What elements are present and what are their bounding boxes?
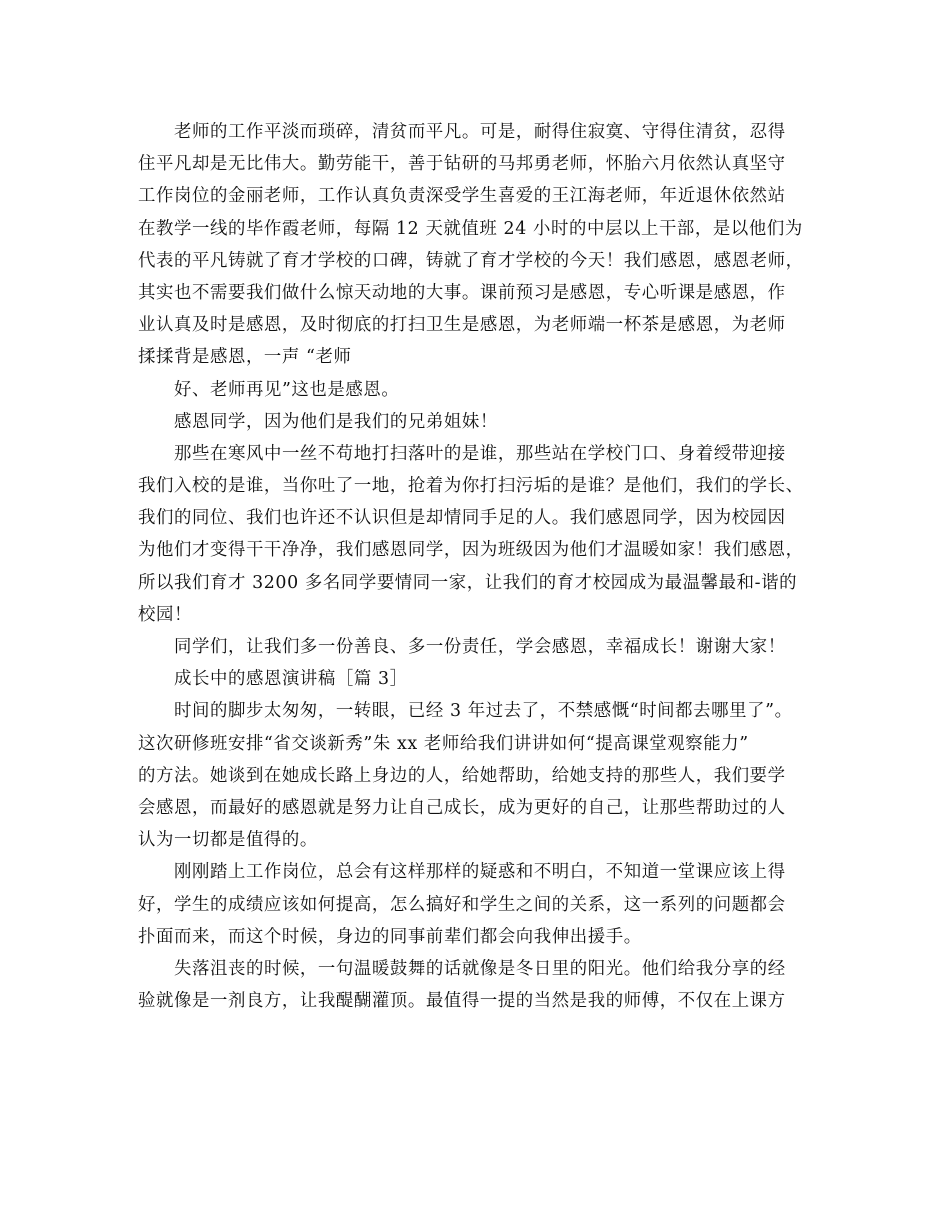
text-line: 成长中的感恩演讲稿［篇 3］ — [174, 669, 408, 690]
text-line: 这次研修班安排“省交谈新秀”朱 xx 老师给我们讲讲如何“提高课堂观察能力” — [138, 733, 749, 754]
text-line: 代表的平凡铸就了育才学校的口碑，铸就了育才学校的今天！我们感恩，感恩老师， — [138, 250, 804, 271]
text-line: 时间的脚步太匆匆，一转眼，已经 3 年过去了，不禁感慨“时间都去哪里了”。 — [174, 701, 793, 722]
text-line: 我们入校的是谁，当你吐了一地，抢着为你打扫污垢的是谁？是他们，我们的学长、 — [138, 476, 804, 497]
text-line: 那些在寒风中一丝不苟地打扫落叶的是谁，那些站在学校门口、身着绶带迎接 — [174, 443, 786, 464]
text-line: 好，学生的成绩应该如何提高，怎么搞好和学生之间的关系，这一系列的问题都会 — [138, 894, 786, 915]
text-line: 验就像是一剂良方，让我醍醐灌顶。最值得一提的当然是我的师傅，不仅在上课方 — [138, 991, 786, 1012]
text-line: 认为一切都是值得的。 — [138, 830, 318, 851]
text-line: 失落沮丧的时候，一句温暖鼓舞的话就像是冬日里的阳光。他们给我分享的经 — [174, 958, 786, 979]
text-line: 所以我们育才 3200 多名同学要情同一家，让我们的育才校园成为最温馨最和-谐的 — [138, 572, 798, 593]
text-line: 的方法。她谈到在她成长路上身边的人，给她帮助，给她支持的那些人，我们要学 — [138, 765, 786, 786]
text-line: 工作岗位的金丽老师，工作认真负责深受学生喜爱的王江海老师，年近退休依然站 — [138, 186, 786, 207]
text-line: 同学们，让我们多一份善良、多一份责任，学会感恩，幸福成长！谢谢大家！ — [174, 637, 786, 657]
text-line: 会感恩，而最好的感恩就是努力让自己成长，成为更好的自己，让那些帮助过的人 — [138, 797, 786, 818]
text-line: 为他们才变得干干净净，我们感恩同学，因为班级因为他们才温暖如家！我们感恩， — [138, 540, 804, 561]
text-line: 业认真及时是感恩，及时彻底的打扫卫生是感恩，为老师端一杯茶是感恩，为老师 — [138, 315, 786, 336]
text-line: 扑面而来，而这个时候，身边的同事前辈们都会向我伸出援手。 — [138, 926, 642, 947]
text-line: 揉揉背是感恩，一声 “老师 — [138, 347, 352, 368]
text-line: 好、老师再见”这也是感恩。 — [174, 379, 400, 400]
text-line: 其实也不需要我们做什么惊天动地的大事。课前预习是感恩，专心听课是感恩，作 — [138, 282, 786, 303]
text-line: 校园！ — [138, 604, 192, 625]
text-line: 刚刚踏上工作岗位，总会有这样那样的疑惑和不明白，不知道一堂课应该上得 — [174, 862, 786, 883]
document-body — [138, 116, 814, 1017]
text-line: 在教学一线的毕作霞老师，每隔 12 天就值班 24 小时的中层以上干部，是以他们为 — [138, 218, 803, 239]
text-line: 感恩同学，因为他们是我们的兄弟姐妹！ — [174, 411, 498, 432]
text-line: 老师的工作平淡而琐碎，清贫而平凡。可是，耐得住寂寞、守得住清贫，忍得 — [174, 122, 786, 142]
text-line: 住平凡却是无比伟大。勤劳能干，善于钻研的马邦勇老师，怀胎六月依然认真坚守 — [138, 154, 786, 175]
text-line: 我们的同位、我们也许还不认识但是却情同手足的人。我们感恩同学，因为校园因 — [138, 508, 786, 529]
